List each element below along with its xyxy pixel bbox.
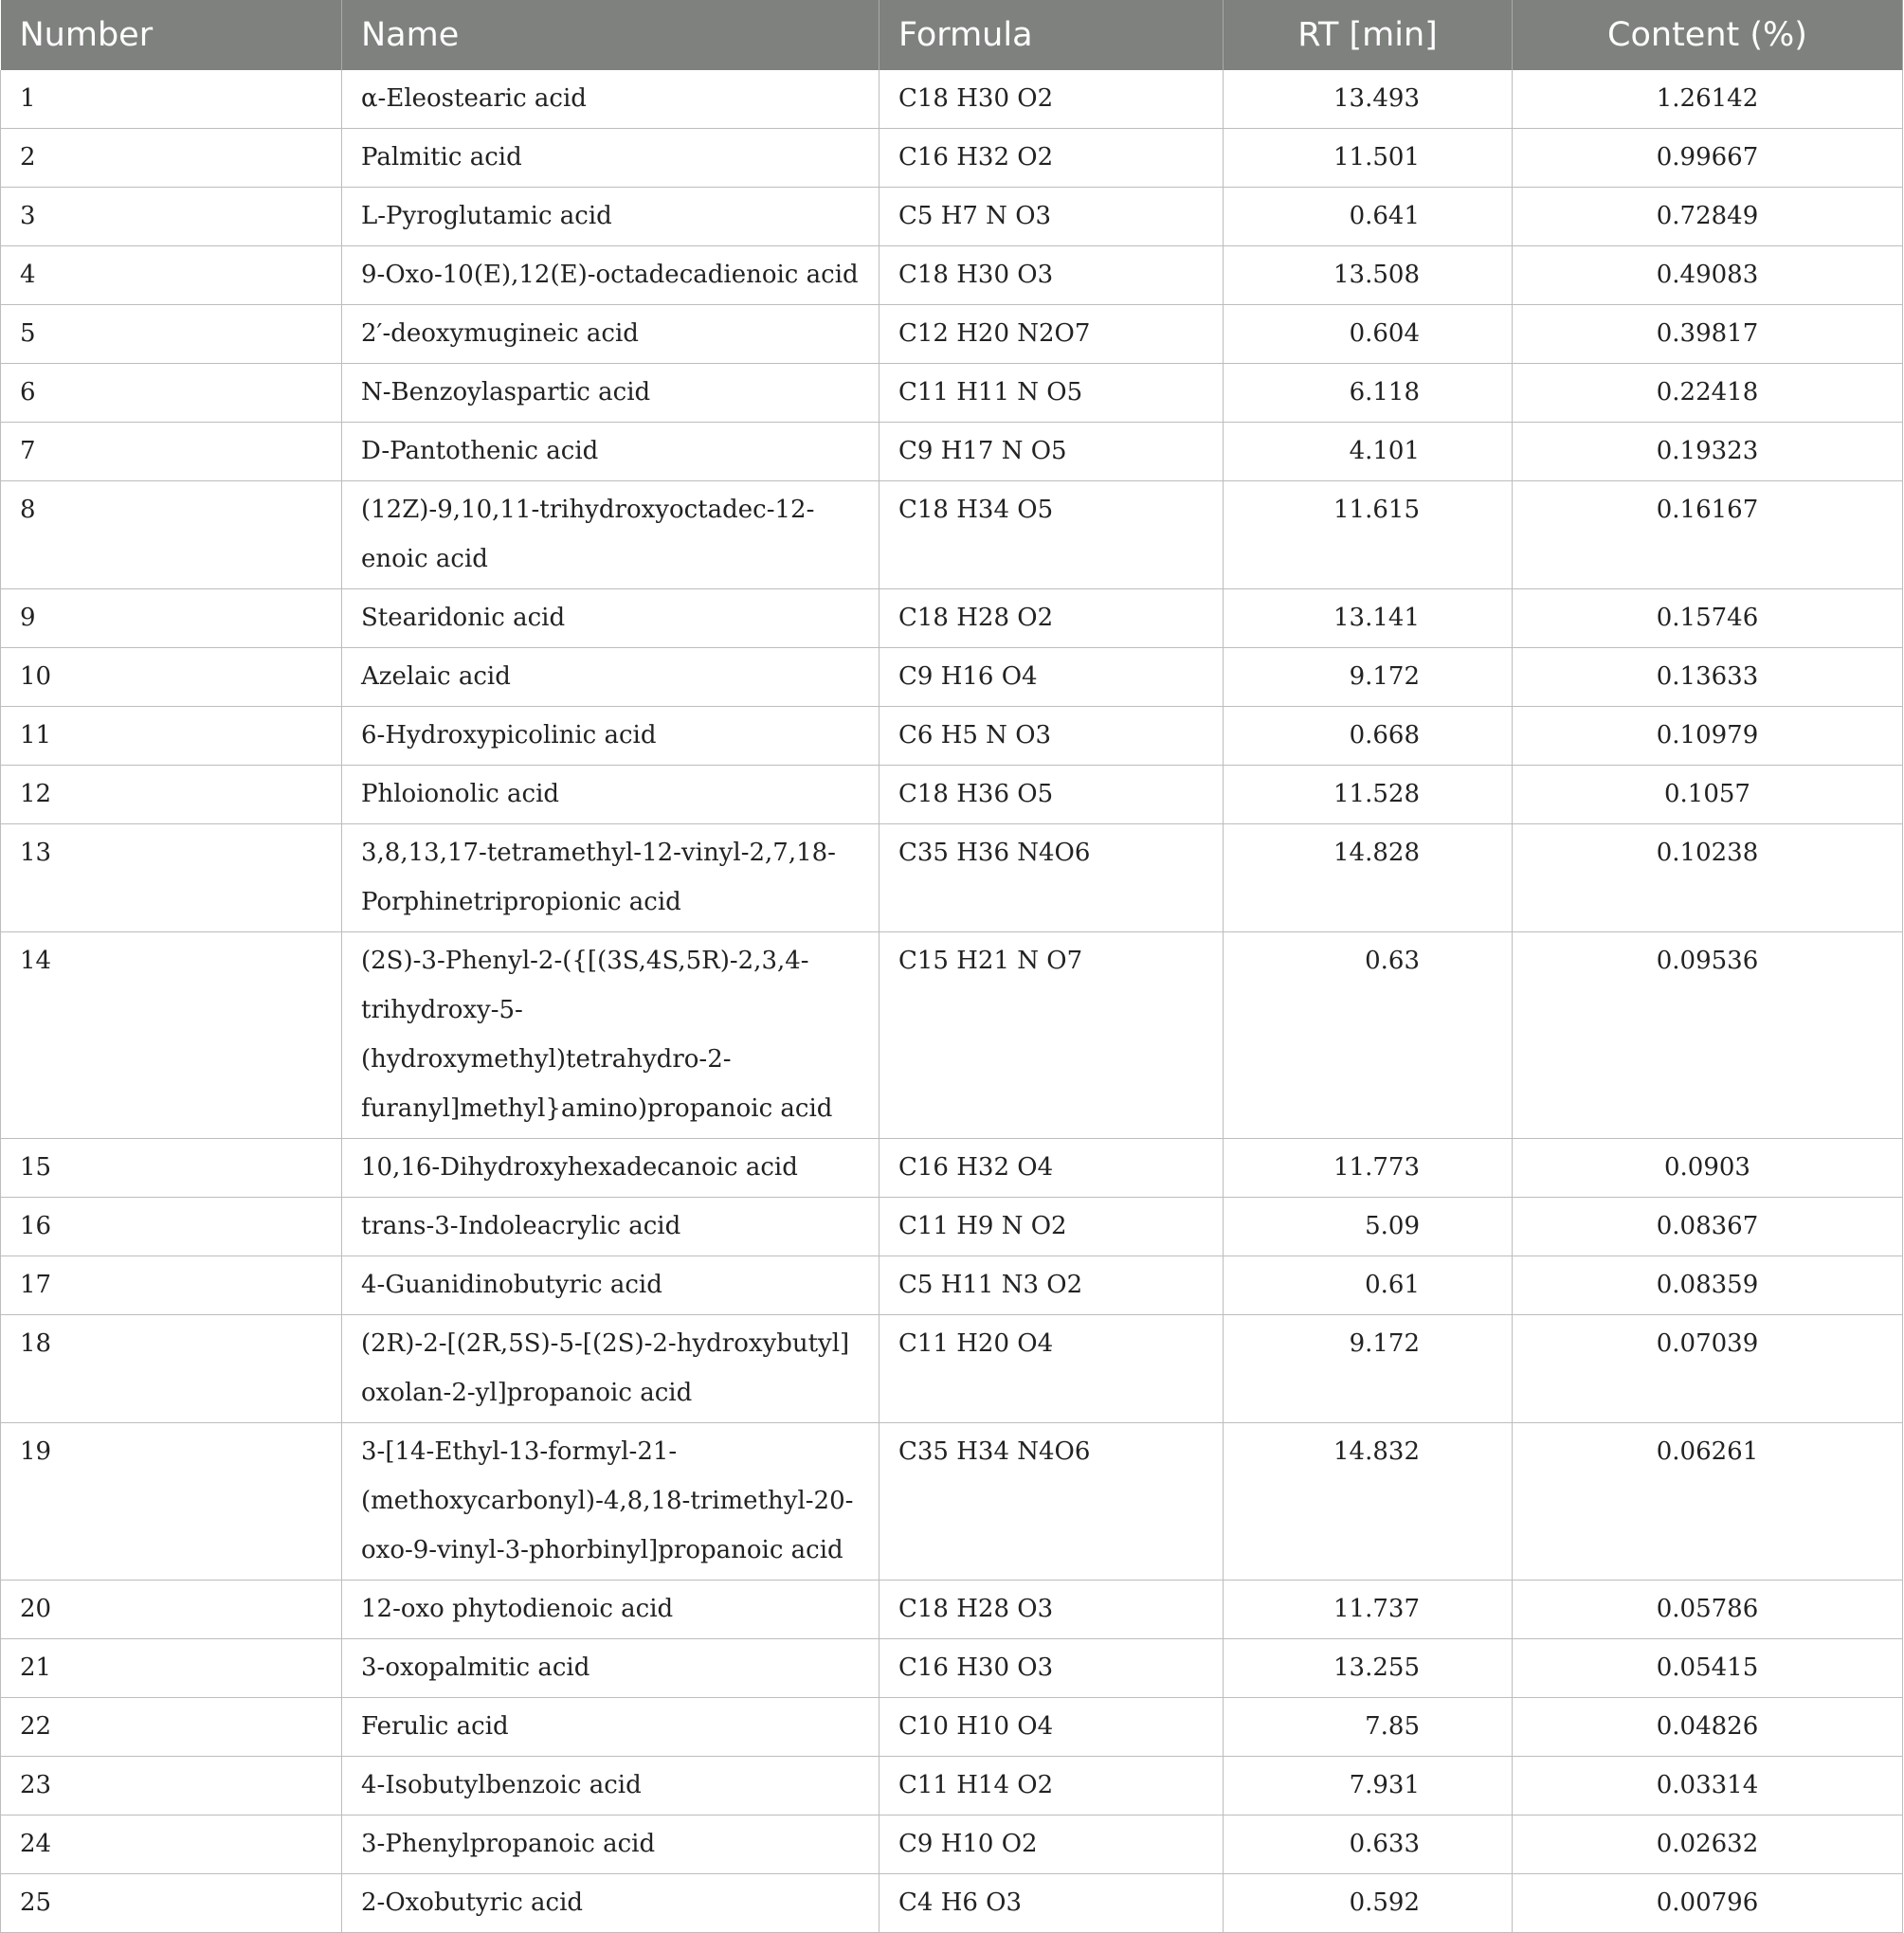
- cell-rt: [1224, 188, 1513, 246]
- table-row: [1, 481, 1903, 589]
- cell-content: 0.22418: [1513, 364, 1903, 423]
- cell-rt: [1224, 481, 1513, 589]
- header-rt: RT [min]: [1224, 0, 1513, 70]
- table-row: [1, 1581, 1903, 1639]
- table-row: [1, 188, 1903, 246]
- header-number: Number: [1, 0, 342, 70]
- cell-formula: C9 H10 O2: [879, 1816, 1224, 1874]
- cell-rt: [1224, 707, 1513, 766]
- cell-content: 0.03314: [1513, 1757, 1903, 1816]
- table-row: [1, 1874, 1903, 1933]
- table-row: [1, 766, 1903, 824]
- cell-formula: C16 H32 O4: [879, 1139, 1224, 1198]
- cell-content: 0.08359: [1513, 1256, 1903, 1315]
- cell-number: 8: [1, 481, 342, 589]
- cell-name: (2S)-3-Phenyl-2-({[(3S,4S,5R)-2,3,4-trihydroxy-5-(hydroxymethyl)tetrahydro-2-furanyl]methyl}amino)propanoic acid: [342, 932, 879, 1139]
- cell-number: 23: [1, 1757, 342, 1816]
- cell-name: 4-Isobutylbenzoic acid: [342, 1757, 879, 1816]
- cell-content: 0.04826: [1513, 1698, 1903, 1757]
- cell-number: 19: [1, 1423, 342, 1581]
- cell-content: 0.09536: [1513, 932, 1903, 1139]
- cell-name: 3,8,13,17-tetramethyl-12-vinyl-2,7,18-Porphinetripropionic acid: [342, 824, 879, 932]
- header-content: Content (%): [1513, 0, 1903, 70]
- cell-content: 0.72849: [1513, 188, 1903, 246]
- rt-value: 11.773: [1333, 1153, 1420, 1182]
- table-row: [1, 707, 1903, 766]
- cell-rt: [1224, 1639, 1513, 1698]
- cell-name: 6-Hydroxypicolinic acid: [342, 707, 879, 766]
- cell-rt: [1224, 1757, 1513, 1816]
- cell-number: 1: [1, 70, 342, 129]
- cell-content: 0.0903: [1513, 1139, 1903, 1198]
- rt-value: 14.832: [1333, 1437, 1420, 1466]
- rt-value: 14.828: [1333, 839, 1420, 867]
- table-row: [1, 305, 1903, 364]
- cell-rt: [1224, 648, 1513, 707]
- cell-formula: C9 H17 N O5: [879, 423, 1224, 481]
- cell-rt: [1224, 1423, 1513, 1581]
- rt-value: 0.592: [1349, 1888, 1420, 1917]
- cell-content: 0.05786: [1513, 1581, 1903, 1639]
- rt-value: 11.528: [1333, 780, 1420, 808]
- cell-name: N-Benzoylaspartic acid: [342, 364, 879, 423]
- cell-rt: [1224, 1581, 1513, 1639]
- rt-value: 0.63: [1365, 947, 1420, 975]
- cell-name: (12Z)-9,10,11-trihydroxyoctadec-12-enoic acid: [342, 481, 879, 589]
- cell-formula: C16 H30 O3: [879, 1639, 1224, 1698]
- cell-rt: [1224, 1698, 1513, 1757]
- table-row: [1, 1816, 1903, 1874]
- cell-formula: C18 H30 O2: [879, 70, 1224, 129]
- cell-number: 12: [1, 766, 342, 824]
- cell-name: 12-oxo phytodienoic acid: [342, 1581, 879, 1639]
- cell-name: α-Eleostearic acid: [342, 70, 879, 129]
- cell-content: 1.26142: [1513, 70, 1903, 129]
- cell-content: 0.1057: [1513, 766, 1903, 824]
- cell-rt: [1224, 423, 1513, 481]
- cell-rt: [1224, 589, 1513, 648]
- cell-name: 3-[14-Ethyl-13-formyl-21-(methoxycarbonyl)-4,8,18-trimethyl-20-oxo-9-vinyl-3-phorbinyl]propanoic acid: [342, 1423, 879, 1581]
- cell-number: 22: [1, 1698, 342, 1757]
- table-row: [1, 1423, 1903, 1581]
- cell-number: 24: [1, 1816, 342, 1874]
- cell-rt: [1224, 932, 1513, 1139]
- cell-name: L-Pyroglutamic acid: [342, 188, 879, 246]
- cell-name: 9-Oxo-10(E),12(E)-octadecadienoic acid: [342, 246, 879, 305]
- cell-content: 0.39817: [1513, 305, 1903, 364]
- cell-formula: C5 H11 N3 O2: [879, 1256, 1224, 1315]
- cell-rt: [1224, 70, 1513, 129]
- cell-content: 0.49083: [1513, 246, 1903, 305]
- cell-formula: C35 H36 N4O6: [879, 824, 1224, 932]
- table-row: [1, 1639, 1903, 1698]
- rt-value: 11.615: [1333, 496, 1420, 524]
- cell-number: 4: [1, 246, 342, 305]
- cell-name: D-Pantothenic acid: [342, 423, 879, 481]
- rt-value: 0.633: [1349, 1830, 1420, 1858]
- header-name: Name: [342, 0, 879, 70]
- cell-rt: [1224, 1139, 1513, 1198]
- table-row: [1, 589, 1903, 648]
- rt-value: 9.172: [1349, 662, 1420, 691]
- cell-content: 0.06261: [1513, 1423, 1903, 1581]
- rt-value: 0.61: [1365, 1271, 1420, 1299]
- cell-name: Azelaic acid: [342, 648, 879, 707]
- cell-number: 16: [1, 1198, 342, 1256]
- cell-formula: C18 H28 O2: [879, 589, 1224, 648]
- cell-formula: C18 H28 O3: [879, 1581, 1224, 1639]
- cell-rt: [1224, 246, 1513, 305]
- cell-name: 10,16-Dihydroxyhexadecanoic acid: [342, 1139, 879, 1198]
- cell-formula: C9 H16 O4: [879, 648, 1224, 707]
- cell-rt: [1224, 1198, 1513, 1256]
- cell-formula: C18 H30 O3: [879, 246, 1224, 305]
- table-row: [1, 824, 1903, 932]
- cell-formula: C11 H14 O2: [879, 1757, 1224, 1816]
- cell-number: 10: [1, 648, 342, 707]
- rt-value: 0.668: [1349, 721, 1420, 750]
- cell-name: 3-oxopalmitic acid: [342, 1639, 879, 1698]
- rt-value: 6.118: [1349, 378, 1420, 406]
- table-row: [1, 932, 1903, 1139]
- table-row: [1, 1315, 1903, 1423]
- table-row: [1, 129, 1903, 188]
- table-header: [1, 0, 1903, 70]
- header-row: [1, 0, 1903, 70]
- cell-content: 0.99667: [1513, 129, 1903, 188]
- table-row: [1, 70, 1903, 129]
- rt-value: 11.737: [1333, 1595, 1420, 1623]
- cell-number: 21: [1, 1639, 342, 1698]
- table-row: [1, 246, 1903, 305]
- cell-content: 0.08367: [1513, 1198, 1903, 1256]
- cell-formula: C11 H11 N O5: [879, 364, 1224, 423]
- cell-rt: [1224, 1256, 1513, 1315]
- rt-value: 9.172: [1349, 1329, 1420, 1358]
- cell-rt: [1224, 1874, 1513, 1933]
- cell-name: 4-Guanidinobutyric acid: [342, 1256, 879, 1315]
- cell-number: 9: [1, 589, 342, 648]
- rt-value: 0.641: [1349, 202, 1420, 230]
- cell-content: 0.15746: [1513, 589, 1903, 648]
- cell-number: 7: [1, 423, 342, 481]
- cell-content: 0.07039: [1513, 1315, 1903, 1423]
- table-row: [1, 648, 1903, 707]
- cell-name: (2R)-2-[(2R,5S)-5-[(2S)-2-hydroxybutyl] oxolan-2-yl]propanoic acid: [342, 1315, 879, 1423]
- cell-rt: [1224, 1816, 1513, 1874]
- rt-value: 13.141: [1333, 604, 1420, 632]
- table-row: [1, 364, 1903, 423]
- cell-number: 17: [1, 1256, 342, 1315]
- cell-formula: C15 H21 N O7: [879, 932, 1224, 1139]
- rt-value: 5.09: [1365, 1212, 1420, 1240]
- cell-formula: C11 H9 N O2: [879, 1198, 1224, 1256]
- cell-formula: C16 H32 O2: [879, 129, 1224, 188]
- cell-rt: [1224, 364, 1513, 423]
- table-body: [1, 70, 1903, 1933]
- rt-value: 7.85: [1365, 1712, 1420, 1741]
- cell-formula: C35 H34 N4O6: [879, 1423, 1224, 1581]
- cell-content: 0.13633: [1513, 648, 1903, 707]
- cell-number: 3: [1, 188, 342, 246]
- rt-value: 13.255: [1333, 1653, 1420, 1682]
- table-row: [1, 1698, 1903, 1757]
- cell-content: 0.16167: [1513, 481, 1903, 589]
- cell-rt: [1224, 824, 1513, 932]
- cell-name: Stearidonic acid: [342, 589, 879, 648]
- header-formula: Formula: [879, 0, 1224, 70]
- cell-number: 25: [1, 1874, 342, 1933]
- cell-content: 0.02632: [1513, 1816, 1903, 1874]
- cell-name: Palmitic acid: [342, 129, 879, 188]
- rt-value: 0.604: [1349, 319, 1420, 348]
- cell-number: 20: [1, 1581, 342, 1639]
- cell-name: Phloionolic acid: [342, 766, 879, 824]
- cell-rt: [1224, 1315, 1513, 1423]
- cell-name: 2′-deoxymugineic acid: [342, 305, 879, 364]
- table-row: [1, 1256, 1903, 1315]
- cell-formula: C10 H10 O4: [879, 1698, 1224, 1757]
- cell-content: 0.19323: [1513, 423, 1903, 481]
- cell-formula: C4 H6 O3: [879, 1874, 1224, 1933]
- cell-number: 11: [1, 707, 342, 766]
- rt-value: 4.101: [1349, 437, 1420, 465]
- cell-formula: C18 H34 O5: [879, 481, 1224, 589]
- table-row: [1, 423, 1903, 481]
- rt-value: 13.508: [1333, 261, 1420, 289]
- rt-value: 7.931: [1349, 1771, 1420, 1799]
- cell-number: 2: [1, 129, 342, 188]
- cell-number: 6: [1, 364, 342, 423]
- cell-name: 3-Phenylpropanoic acid: [342, 1816, 879, 1874]
- cell-formula: C18 H36 O5: [879, 766, 1224, 824]
- cell-name: 2-Oxobutyric acid: [342, 1874, 879, 1933]
- cell-formula: C12 H20 N2O7: [879, 305, 1224, 364]
- cell-rt: [1224, 129, 1513, 188]
- cell-number: 5: [1, 305, 342, 364]
- cell-content: 0.05415: [1513, 1639, 1903, 1698]
- cell-number: 15: [1, 1139, 342, 1198]
- cell-content: 0.10238: [1513, 824, 1903, 932]
- cell-content: 0.10979: [1513, 707, 1903, 766]
- cell-number: 14: [1, 932, 342, 1139]
- cell-name: Ferulic acid: [342, 1698, 879, 1757]
- table-row: [1, 1757, 1903, 1816]
- cell-name: trans-3-Indoleacrylic acid: [342, 1198, 879, 1256]
- cell-number: 18: [1, 1315, 342, 1423]
- cell-formula: C11 H20 O4: [879, 1315, 1224, 1423]
- table-row: [1, 1139, 1903, 1198]
- table-row: [1, 1198, 1903, 1256]
- cell-content: 0.00796: [1513, 1874, 1903, 1933]
- cell-number: 13: [1, 824, 342, 932]
- rt-value: 13.493: [1333, 84, 1420, 113]
- rt-value: 11.501: [1333, 143, 1420, 172]
- cell-formula: C5 H7 N O3: [879, 188, 1224, 246]
- cell-rt: [1224, 766, 1513, 824]
- cell-rt: [1224, 305, 1513, 364]
- cell-formula: C6 H5 N O3: [879, 707, 1224, 766]
